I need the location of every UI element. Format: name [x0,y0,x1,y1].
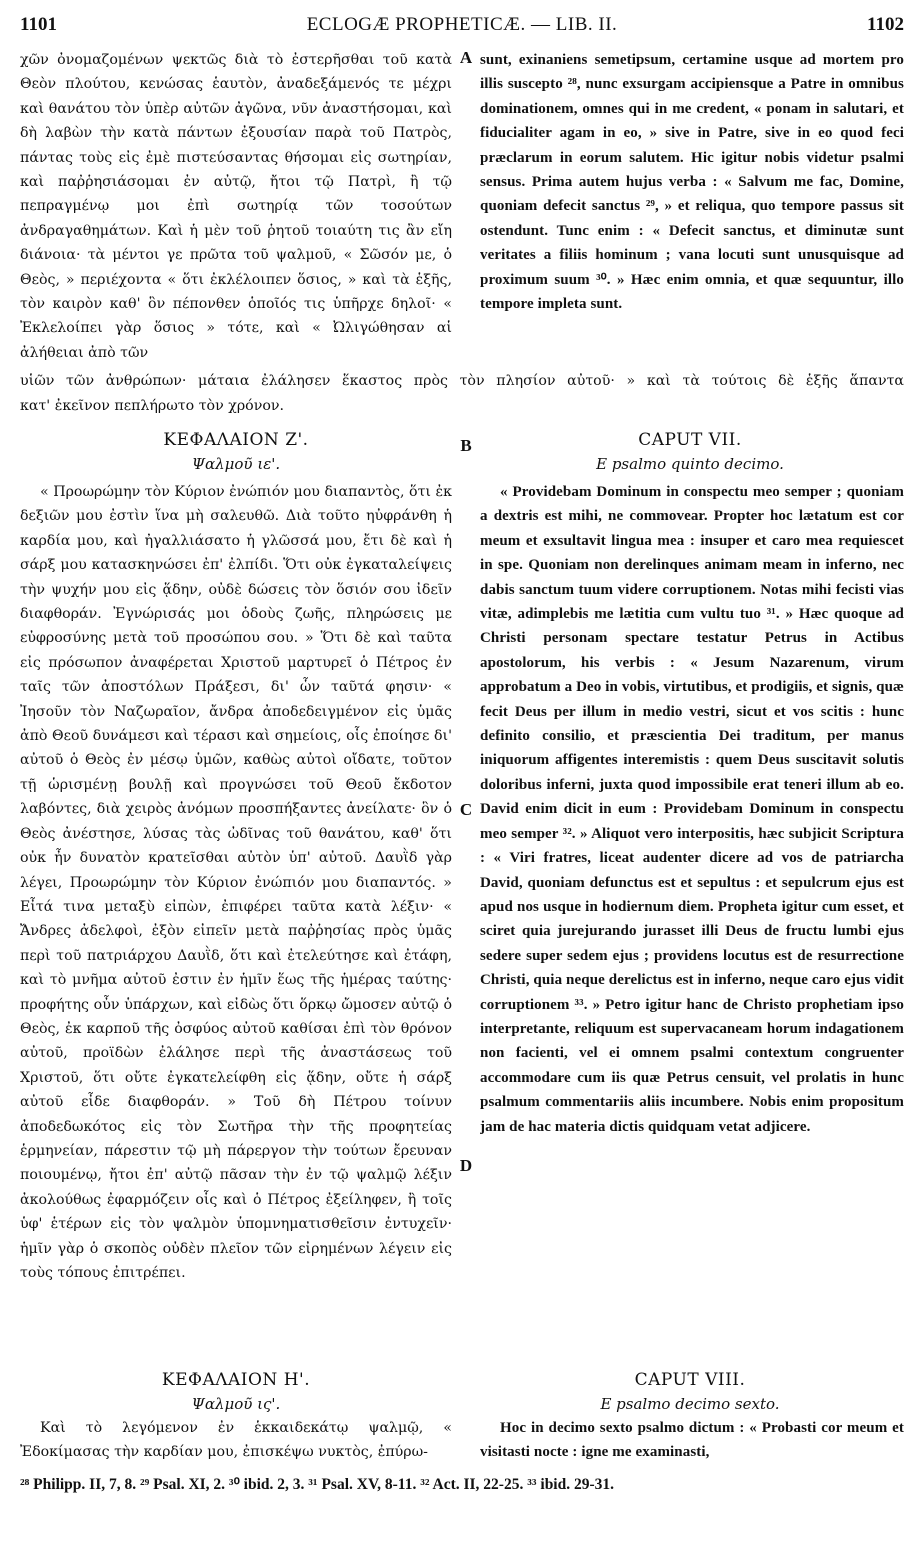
greek-chapter-8-title: ΚΕΦΑΛΑΙΟΝ Η'. [161,1370,311,1390]
greek-chapter-7-heading [20,428,452,476]
greek-column-top [20,48,452,366]
greek-chapter-8-paragraph: Καὶ τὸ λεγόμενον ἐν ἑκκαιδεκάτῳ ψαλμῷ, « Ἐδοκίμασας τὴν καρδίαν μου, ἐπισκέψω νυκτὸς, ἐπύρω- [20,1420,452,1461]
greek-chapter-7-subtitle: Ψαλμοῦ ιε'. [191,455,281,473]
page-number-right: 1102 [867,14,904,35]
footnotes: ²⁸ Philipp. II, 7, 8. ²⁹ Psal. XI, 2. ³⁰ ibid. 2, 3. ³¹ Psal. XV, 8-11. ³² Act. II, 22-25. ³³ ibid. 29-31. [20,1476,615,1493]
running-header [20,14,904,40]
greek-chapter-7-body [20,480,452,1368]
latin-chapter-8-body [480,1416,904,1466]
margin-letter-d: D [459,1156,473,1175]
greek-full-width-line-1: υἱῶν τῶν ἀνθρώπων· μάταια ἐλάλησεν ἕκαστος πρὸς τὸν πλησίον αὐτοῦ· » καὶ τὰ τούτοις δὲ ἑξῆς ἅπαντα [20,373,904,389]
greek-chapter-7-paragraph: « Προωρώμην τὸν Κύριον ἐνώπιόν μου διαπαντὸς, ὅτι ἐκ δεξιῶν μου ἐστὶν ἵνα μὴ σαλευθῶ. Διὰ τοῦτο ηὐφράνθη ἡ καρδία μου, καὶ ἠγαλλιάσατο ἡ γλῶσσά μου, ἔτι δὲ καὶ ἡ σάρξ μου κατασκηνώσει ἐπ' ἐλπίδι. Ὅτι οὐκ ἐγκαταλείψεις τὴν ψυχήν μου εἰς ᾅδην, οὐδὲ δώσεις τὸν ὅσιόν σου ἰδεῖν διαφθοράν. Ἐγνώρισάς μοι ὁδοὺς ζωῆς, πληρώσεις με εὐφροσύνης μετὰ τοῦ προσώπου σου. » Ὅτι δὲ καὶ ταῦτα εἰς πρόσωπον ἀναφέρεται Χριστοῦ μαρτυρεῖ ὁ Πέτρος ἐν ταῖς τῶν ἀποστόλων Πράξεσι, δι' ὧν ταῦτά φησιν· « Ἰησοῦν τὸν Ναζωραῖον, ἄνδρα ἀποδεδειγμένον εἰς ὑμᾶς ἀπὸ Θεοῦ δυνάμεσι καὶ τέρασι καὶ σημείοις, οἷς ἐποίησε δι' αὐτοῦ ὁ Θεὸς ἐν μέσῳ ὑμῶν, καθὼς αὐτοὶ οἴδατε, τοῦτον τῇ ὡρισμένῃ βουλῇ καὶ προγνώσει τοῦ Θεοῦ ἔκδοτον λαβόντες, διὰ χειρὸς ἀνόμων προσπήξαντες ἀνείλατε· ὃν ὁ Θεὸς ἀνέστησε, λύσας τὰς ὠδῖνας τοῦ θανάτου, καθ' ὅτι οὐκ ἦν δυνατὸν κρατεῖσθαι αὐτὸν ὑπ' αὐτοῦ. Δαυῒδ γὰρ λέγει, Προωρώμην τὸν Κύριον ἐνώπιόν μου διαπαντός. » Εἶτά τινα μεταξὺ εἰπὼν, ἐπιφέρει ταῦτα κατὰ λέξιν· « Ἄνδρες ἀδελφοὶ, ἐξὸν εἰπεῖν μετὰ παῤῥησίας πρὸς ὑμᾶς περὶ τοῦ πατριάρχου Δαυῒδ, ὅτι καὶ ἐτελεύτησε καὶ ἐτάφη, καὶ τὸ μνῆμα αὐτοῦ ἐστιν ἐν ἡμῖν ἕως τῆς ἡμέρας ταύτης· προφήτης οὖν ὑπάρχων, καὶ εἰδὼς ὅτι ὅρκῳ ὤμοσεν αὐτῷ ὁ Θεὸς, ἐκ καρποῦ τῆς ὀσφύος αὐτοῦ καθίσαι ἐπὶ τὸν θρόνον αὐτοῦ, προϊδὼν ἐλάλησε περὶ τῆς ἀναστάσεως τοῦ Χριστοῦ, ὅτι οὔτε ἐγκατελείφθη εἰς ᾅδην, οὔτε ἡ σάρξ αὐτοῦ εἶδε διαφθοράν. » Τοῦ δὴ Πέτρου τοίνυν ἀποδεδωκότος εἰς τὸν Σωτῆρα τὴν τῆς προφητείας ἑρμηνείαν, πάρεστιν τῷ μὴ πάρεργον τὴν τούτων ἔρευναν ποιουμένῳ, ἤτοι ἐπ' αὐτῷ πᾶσαν τὴν ἐν τῷ ψαλμῷ λέξιν ἀκολούθως ἐφαρμόζειν οἷς καὶ ὁ Πέτρος ἐξείληφεν, ἢ τοῖς ὑφ' ἑτέρων εἰς τὸν ψαλμὸν ὑπομνηματισθεῖσιν ἐντυχεῖν· ἡμῖν γὰρ ὁ σκοπὸς οὐδὲν πλεῖον τῶν εἰρημένων λέγειν εἰς τοὺς τόπους ἐπιτρέπει. [20,484,452,1281]
running-title: ECLOGÆ PROPHETICÆ. — LIB. II. [306,14,618,35]
greek-chapter-8-body [20,1416,452,1466]
latin-chapter-8-paragraph: Hoc in decimo sexto psalmo dictum : « Probasti cor meum et visitasti nocte : igne me examinasti, [480,1420,904,1461]
greek-chapter-7-title: ΚΕΦΑΛΑΙΟΝ Ζ'. [163,430,309,450]
latin-chapter-8-heading [476,1368,904,1416]
latin-chapter-7-subtitle: E psalmo quinto decimo. [596,455,784,473]
latin-chapter-8-title: CAPUT VIII. [634,1370,746,1390]
greek-chapter-8-heading [20,1368,452,1416]
latin-chapter-7-paragraph: « Providebam Dominum in conspectu meo semper ; quoniam a dextris est mihi, ne commovear. Propter hoc lætatum est cor meum et exsultavit lingua mea : insuper et caro mea requiescet in spe. Quoniam non derelinques animam meam in inferno, nec dabis sanctum tuum videre corruptionem. Notas mihi fecisti vias vitæ, adimplebis me lætitia cum vultu tuo ³¹. » Hæc quoque ad Christi personam spectare testatur Petrus in Actibus apostolorum, his verbis : « Jesum Nazarenum, virum approbatum a Deo in vobis, virtutibus, et prodigiis, et signis, quæ fecit Deus per illum in medio vestri, sicut et vos scitis : hunc definito consilio, et præscientia Dei traditum, per manus iniquorum affigentes interemistis : quem Deus suscitavit solutis doloribus inferni, juxta quod impossibile erat teneri illum ab eo. David enim dicit in eum : Providebam Dominum in conspectu meo semper ³². » Aliquot vero interpositis, hæc subjicit Scriptura : « Viri fratres, liceat audenter dicere ad vos de patriarcha David, quoniam defunctus est et sepultus : et sepulcrum ejus est apud nos usque in hodiernum diem. Propheta igitur cum esset, et sciret quia jurejurando jurasset illi Deus de fructu lumbi ejus sedere super sedem ejus ; providens locutus est de resurrectione Christi, quia neque derelictus est in inferno, neque caro ejus vidit corruptionem ³³. » Petro igitur hanc de Christo prophetiam ipso interpretante, reliquum est supervacaneam horum indagationem non facienti, vel ei omnem psalmi contextum congruenter accommodare cum iis quæ Petrus censuit, vel prolatis in hunc psalmum commentariis aliis incumbere. Nobis enim propositum jam de hac materia dictis quidquam vetat adjicere. [480,484,904,1135]
latin-chapter-7-heading [476,428,904,476]
page-number-left: 1101 [20,14,57,35]
margin-letter-a: A [459,48,473,67]
latin-column-top [480,48,904,366]
latin-chapter-8-subtitle: E psalmo decimo sexto. [600,1395,780,1413]
margin-letter-c: C [459,800,473,819]
latin-chapter-7-body [480,480,904,1344]
greek-chapter-8-subtitle: Ψαλμοῦ ις'. [191,1395,281,1413]
latin-chapter-7-title: CAPUT VII. [638,430,742,450]
margin-letter-b: B [460,436,472,455]
greek-full-width-line-2: κατ' ἐκεῖνον πεπλήρωτο τὸν χρόνον. [20,398,285,414]
latin-top-paragraph: sunt, exinaniens semetipsum, certamine usque ad mortem pro illis suscepto ²⁸, nunc exsurgam accipiensque a Patre in omnibus dominationem, omnes qui in me credent, « ponam in salutari, et fiducialiter agam in eo, » sive in Patre, sive in eo quod feci præclarum in eorum salutem. Hic igitur nobis videtur psalmi sensus. Prima autem hujus verba : « Salvum me fac, Domine, quoniam defecit sanctus ²⁹, » et reliqua, quo tempore passus sit ostendunt. Tunc enim : « Defecit sanctus, et diminutæ sunt veritates a filiis hominum ; vana locuti sunt unusquisque ad proximum suum ³⁰. » Hæc enim omnia, et quæ sequuntur, illo tempore impleta sunt. [480,52,904,313]
greek-top-paragraph: χῶν ὀνομαζομένων ψεκτῶς διὰ τὸ ἐστερῆσθαι τοῦ κατὰ Θεὸν πλούτου, κενώσας ἑαυτὸν, ἀναδεξάμενός τε μέχρι καὶ θανάτου τὸν ὑπὲρ αὐτῶν ἀγῶνα, νῦν ἀναστήσομαι, καὶ δὴ λαβὼν τὴν κατὰ πάντων ἐξουσίαν παρὰ τοῦ Πατρὸς, πάντας τοὺς εἰς ἐμὲ πιστεύσαντας θήσομαι εἰς σωτηρίαν, καὶ παῤῥησιάσομαι ἐν αὐτῷ, ἤτοι τῷ Πατρὶ, ἢ τῷ πεπραγμένῳ μοι ἐπὶ σωτηρίᾳ τῶν τοσούτων ἀνδραγαθημάτων. Καὶ ἡ μὲν τοῦ ῥητοῦ τοιαύτη τις ἂν εἴη διάνοια· τὰ μέντοι γε πρῶτα τοῦ ψαλμοῦ, « Σῶσόν με, ὁ Θεὸς, » περιέχοντα « ὅτι ἐκλέλοιπεν ὅσιος, » καὶ τὰ ἑξῆς, τὸν καιρὸν καθ' ὃν πέπονθεν ὁποῖός τις ὑπῆρχε δηλοῖ· « Ἐκλελοίπει γὰρ ὅσιος » τότε, καὶ « Ὠλιγώθησαν αἱ ἀλήθειαι ἀπὸ τῶν [20,52,452,361]
